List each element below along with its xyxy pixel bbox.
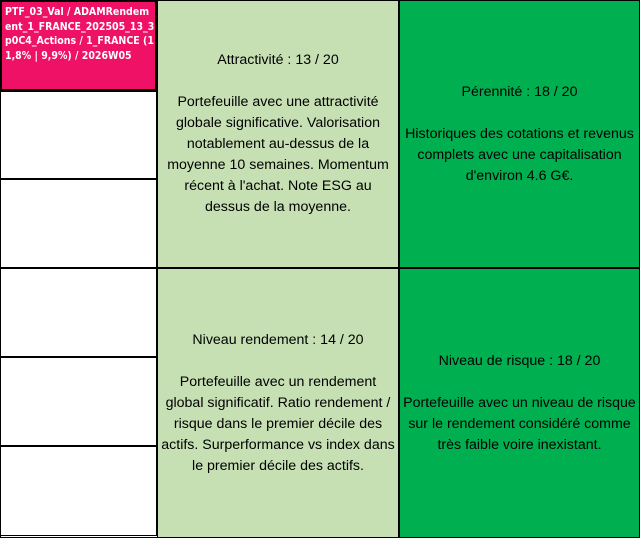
risque-cell <box>399 268 640 538</box>
attractivite-text: Portefeuille avec une attractivité globale significative. Valorisation notablement au-dessus de la moyenne 10 semaines. Momentum récent à l'achat. Note ESG au dessus de la moyenne. <box>167 94 389 215</box>
perennite-text: Historiques des cotations et revenus complets avec une capitalisation d'environ 4.6 G€. <box>405 125 634 184</box>
portfolio-label: PTF_03_Val / ADAMRendement_1_FRANCE_202505_13_3p0C4_Actions / 1_FRANCE (11,8% | 9,9%) / 2026W05 <box>5 6 155 62</box>
perennite-title: Pérennité : 18 / 20 <box>461 83 578 100</box>
risque-title: Niveau de risque : 18 / 20 <box>438 352 601 369</box>
portfolio-label-cell <box>0 0 157 91</box>
blank-cell-5 <box>0 446 157 536</box>
attractivite-cell <box>157 0 399 268</box>
rendement-title: Niveau rendement : 14 / 20 <box>192 331 364 348</box>
rendement-cell <box>157 268 399 538</box>
perennite-cell <box>399 0 640 268</box>
rendement-text: Portefeuille avec un rendement global significatif. Ratio rendement / risque dans le premier décile des actifs. Surperformance vs index dans le premier décile des actifs. <box>161 373 395 474</box>
blank-cell-2 <box>0 179 157 268</box>
blank-cell-1 <box>0 91 157 179</box>
risque-text: Portefeuille avec un niveau de risque sur le rendement considéré comme très faible voire inexistant. <box>403 394 636 453</box>
attractivite-title: Attractivité : 13 / 20 <box>217 52 339 68</box>
blank-cell-3 <box>0 268 157 357</box>
blank-cell-4 <box>0 357 157 446</box>
